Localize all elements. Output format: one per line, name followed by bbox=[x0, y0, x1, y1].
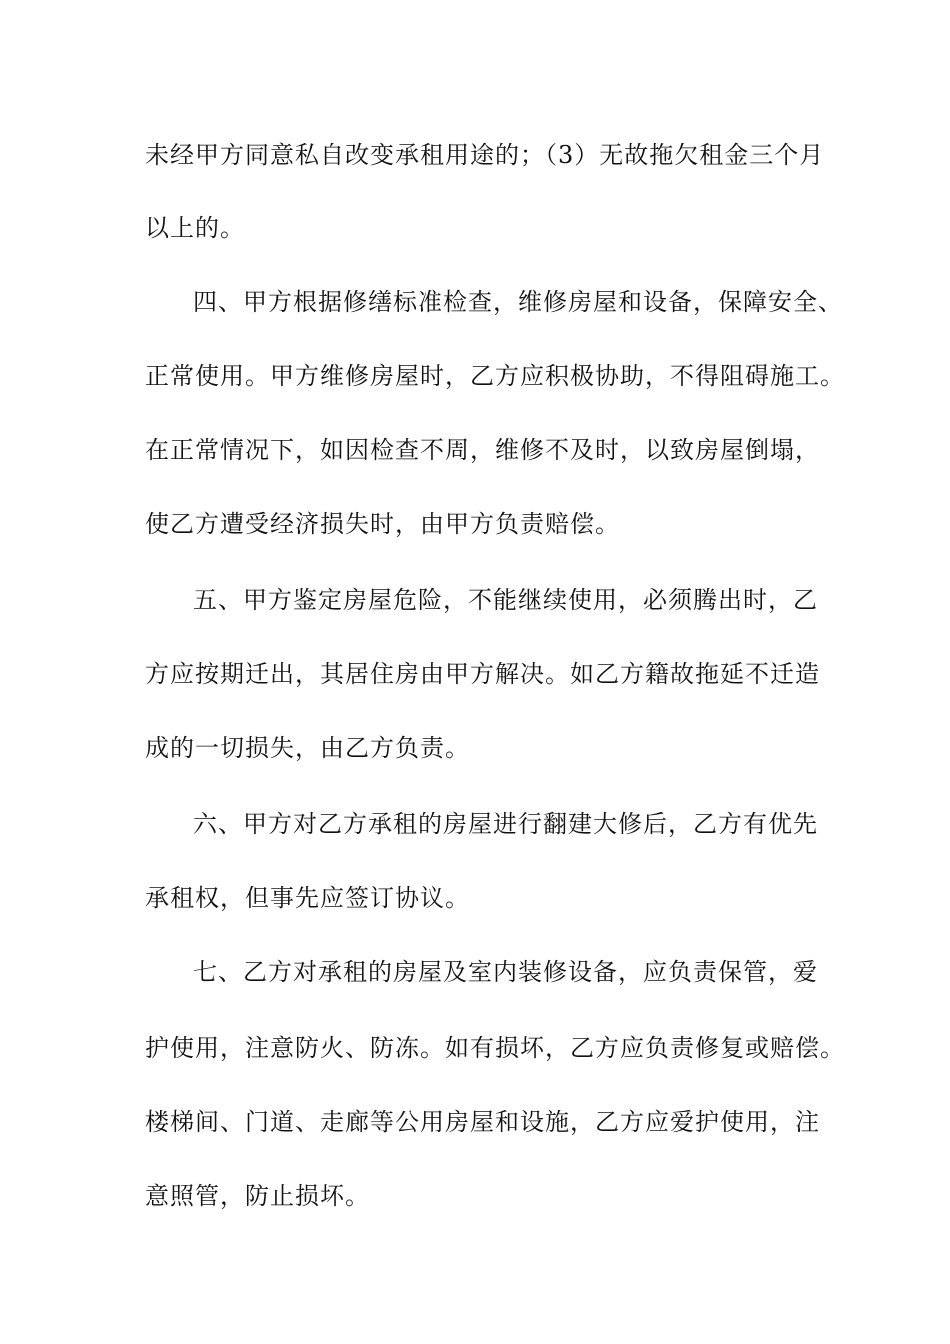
text-line: 楼梯间、门道、走廊等公用房屋和设施，乙方应爱护使用，注 bbox=[145, 1108, 820, 1136]
text-line: 方应按期迁出，其居住房由甲方解决。如乙方籍故拖延不迁造 bbox=[145, 660, 820, 688]
text-line: 成的一切损失，由乙方负责。 bbox=[145, 734, 470, 762]
paragraph-6-start: 六、甲方对乙方承租的房屋进行翻建大修后，乙方有优先 bbox=[193, 810, 818, 838]
text-line: 未经甲方同意私自改变承租用途的；（3）无故拖欠租金三个月 bbox=[145, 141, 825, 169]
paragraph-5-start: 五、甲方鉴定房屋危险，不能继续使用，必须腾出时，乙 bbox=[193, 586, 818, 614]
text-line: 在正常情况下，如因检查不周，维修不及时，以致房屋倒塌， bbox=[145, 436, 820, 464]
text-line: 承租权，但事先应签订协议。 bbox=[145, 884, 470, 912]
text-line: 使乙方遭受经济损失时，由甲方负责赔偿。 bbox=[145, 510, 620, 538]
text-line: 以上的。 bbox=[145, 214, 245, 242]
text-line: 意照管，防止损坏。 bbox=[145, 1182, 370, 1210]
paragraph-7-start: 七、乙方对承租的房屋及室内装修设备，应负责保管，爱 bbox=[193, 958, 818, 986]
paragraph-4-start: 四、甲方根据修缮标准检查，维修房屋和设备，保障安全、 bbox=[193, 288, 843, 316]
text-line: 正常使用。甲方维修房屋时，乙方应积极协助，不得阻碍施工。 bbox=[145, 362, 845, 390]
text-line: 护使用，注意防火、防冻。如有损坏，乙方应负责修复或赔偿。 bbox=[145, 1034, 845, 1062]
